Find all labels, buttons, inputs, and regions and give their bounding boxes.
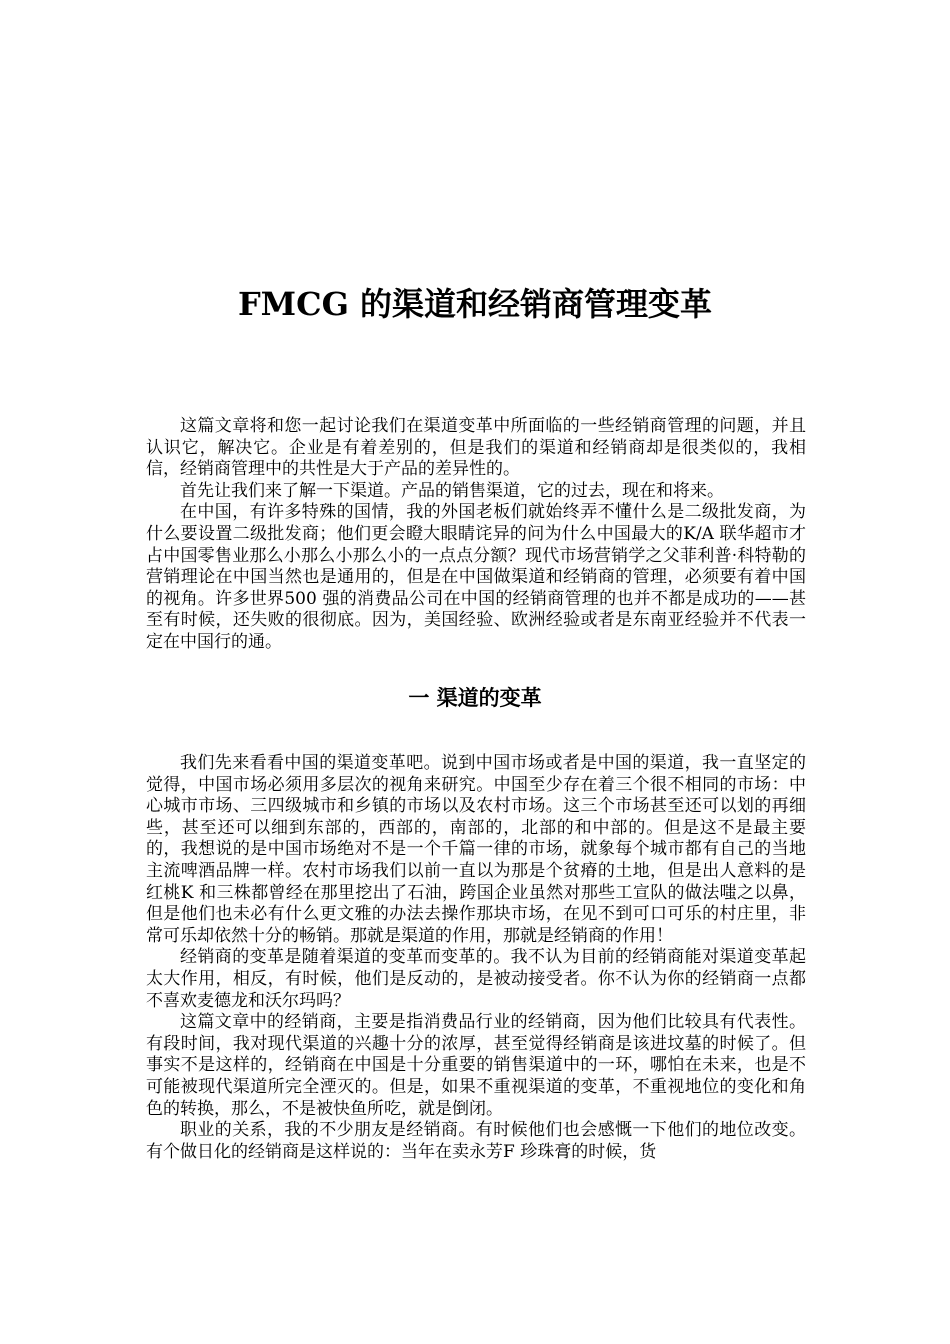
- section-paragraph-2: 经销商的变革是随着渠道的变革而变革的。我不认为目前的经销商能对渠道变革起太大作用，相反，有时候，他们是反动的，是被动接受者。你不认为你的经销商一点都不喜欢麦德龙和沃尔玛吗？: [146, 947, 806, 1011]
- section-body: [146, 753, 806, 1163]
- section-paragraph-3: 这篇文章中的经销商，主要是指消费品行业的经销商，因为他们比较具有代表性。有段时间，我对现代渠道的兴趣十分的浓厚，甚至觉得经销商是该进坟墓的时候了。但事实不是这样的，经销商在中国是十分重要的销售渠道中的一环，哪怕在未来，也是不可能被现代渠道所完全湮灭的。但是，如果不重视渠道的变革，不重视地位的变化和角色的转换，那么，不是被快鱼所吃，就是倒闭。: [146, 1012, 806, 1119]
- intro-paragraph-3: 在中国，有许多特殊的国情，我的外国老板们就始终弄不懂什么是二级批发商，为什么要设置二级批发商；他们更会瞪大眼睛诧异的问为什么中国最大的K/A 联华超市才占中国零售业那么小那么小那么小的一点点分额？现代市场营销学之父菲利普·科特勒的营销理论在中国当然也是通用的，但是在中国做渠道和经销商的管理，必须要有着中国的视角。许多世界500 强的消费品公司在中国的经销商管理的也并不都是成功的——甚至有时候，还失败的很彻底。因为，美国经验、欧洲经验或者是东南亚经验并不代表一定在中国行的通。: [146, 502, 806, 652]
- intro-paragraph-1: 这篇文章将和您一起讨论我们在渠道变革中所面临的一些经销商管理的问题，并且认识它，解决它。企业是有着差别的，但是我们的渠道和经销商却是很类似的，我相信，经销商管理中的共性是大于产品的差异性的。: [146, 416, 806, 480]
- intro-paragraph-2: 首先让我们来了解一下渠道。产品的销售渠道，它的过去，现在和将来。: [180, 480, 724, 501]
- section-paragraph-4: 职业的关系，我的不少朋友是经销商。有时候他们也会感慨一下他们的地位改变。有个做日化的经销商是这样说的：当年在卖永芳F 珍珠膏的时候，货: [146, 1120, 806, 1162]
- section-paragraph-1: 我们先来看看中国的渠道变革吧。说到中国市场或者是中国的渠道，我一直坚定的觉得，中国市场必须用多层次的视角来研究。中国至少存在着三个很不相同的市场：中心城市市场、三四级城市和乡镇的市场以及农村市场。这三个市场甚至还可以划的再细些，甚至还可以细到东部的，西部的，南部的，北部的和中部的。但是这不是最主要的，我想说的是中国市场绝对不是一个千篇一律的市场，就象每个城市都有自己的当地主流啤酒品牌一样。农村市场我们以前一直以为那是个贫瘠的土地，但是出人意料的是红桃K 和三株都曾经在那里挖出了石油，跨国企业虽然对那些工宣队的做法嗤之以鼻，但是他们也未必有什么更文雅的办法去操作那块市场，在见不到可口可乐的村庄里，非常可乐却依然十分的畅销。那就是渠道的作用，那就是经销商的作用！: [146, 753, 806, 946]
- document-title: FMCG 的渠道和经销商管理变革: [237, 285, 713, 323]
- intro-section: [146, 416, 806, 654]
- section-heading: 一 渠道的变革: [408, 685, 542, 710]
